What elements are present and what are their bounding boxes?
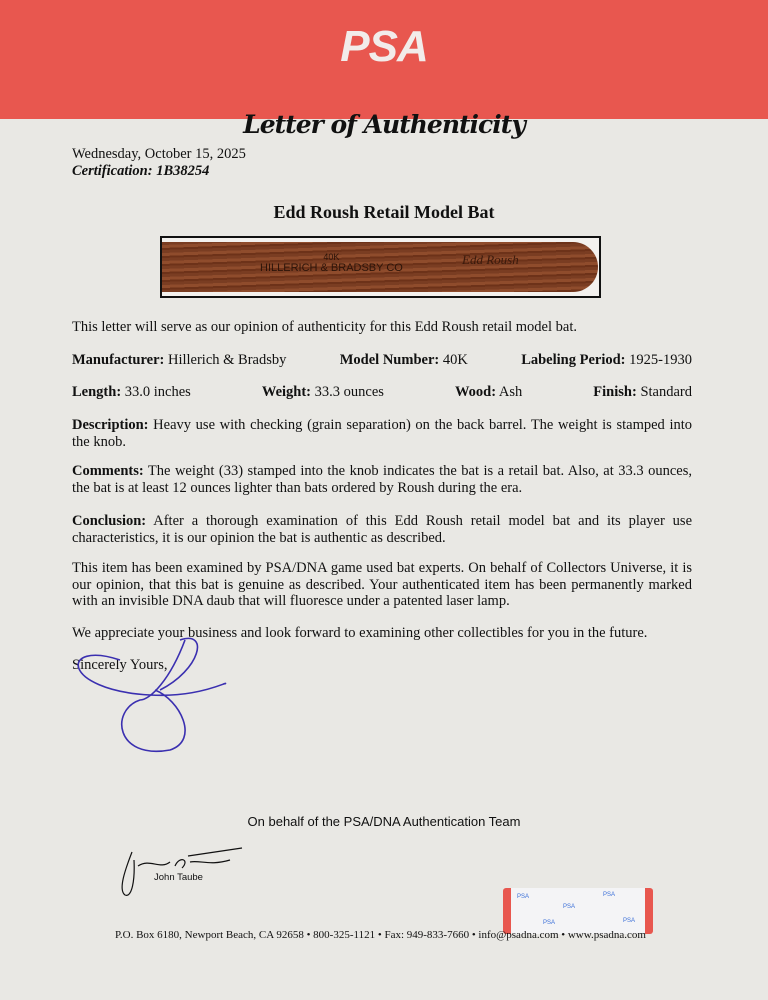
- model-value: 40K: [442, 352, 468, 368]
- weight-label: Weight:: [261, 384, 312, 400]
- behalf-text: On behalf of the PSA/DNA Authentication Team: [247, 814, 521, 829]
- examined-para: This item has been examined by PSA/DNA game used bat experts. On behalf of Collectors Universe, it is our opinion, that this bat is genuine as described. Your authenticated item has been permanently marked with an invisible DNA daub that will fluoresce under a patented laser lamp.: [72, 560, 692, 609]
- bat-signature: Edd Roush: [462, 252, 519, 267]
- certification-label: Certification:: [72, 163, 153, 179]
- item-title: Edd Roush Retail Model Bat: [273, 202, 495, 222]
- comments-text: The weight (33) stamped into the knob indicates the bat is a retail bat. Also, at 33.3 ounces, the bat is at least 12 ounces lighter than bats ordered by Roush during the era.: [72, 463, 692, 496]
- finish-label: Finish:: [593, 384, 637, 400]
- wood-label: Wood:: [454, 384, 497, 400]
- conclusion-label: Conclusion:: [72, 513, 147, 529]
- length-label: Length:: [72, 384, 122, 400]
- finish-value: Standard: [640, 384, 692, 400]
- hologram-sticker: PSA PSA PSA PSA PSA: [503, 888, 653, 934]
- certification-number: 1B38254: [156, 163, 210, 179]
- period-value: 1925-1930: [629, 352, 692, 368]
- wood-value: Ash: [498, 384, 523, 400]
- length-value: 33.0 inches: [124, 384, 191, 400]
- manufacturer-label: Manufacturer:: [72, 352, 165, 368]
- bat-brand-stamp: HILLERICH & BRADSBY CO: [260, 262, 403, 274]
- hologram-text: PSA: [517, 894, 530, 900]
- model-label: Model Number:: [339, 352, 440, 368]
- signoff: Sincerely Yours,: [72, 657, 168, 673]
- description-text: Heavy use with checking (grain separation) on the back barrel. The weight is stamped into the knob.: [72, 417, 692, 450]
- period-label: Labeling Period:: [521, 352, 626, 368]
- footer-address: P.O. Box 6180, Newport Beach, CA 92658 • 800-325-1121 • Fax: 949-833-7660 • info@psadna.com • www.psadna.com: [115, 929, 646, 941]
- conclusion-text: After a thorough examination of this Edd Roush retail model bat and its player use characteristics, it is our opinion the bat is authentic as described.: [72, 513, 693, 546]
- signer-name: John Taube: [154, 872, 203, 883]
- intro-text: This letter will serve as our opinion of authenticity for this Edd Roush retail model bat.: [72, 319, 577, 335]
- weight-value: 33.3 ounces: [314, 384, 384, 400]
- closing-para: We appreciate your business and look forward to examining other collectibles for you in the future.: [72, 625, 648, 641]
- comments-label: Comments:: [72, 463, 144, 479]
- psa-logo: PSA: [340, 22, 428, 71]
- description-label: Description:: [72, 417, 149, 433]
- letter-title: Letter of Authenticity: [243, 110, 525, 139]
- bat-model-stamp: 40K: [323, 252, 340, 262]
- manufacturer-value: Hillerich & Bradsby: [167, 352, 287, 368]
- letter-date: Wednesday, October 15, 2025: [72, 146, 246, 162]
